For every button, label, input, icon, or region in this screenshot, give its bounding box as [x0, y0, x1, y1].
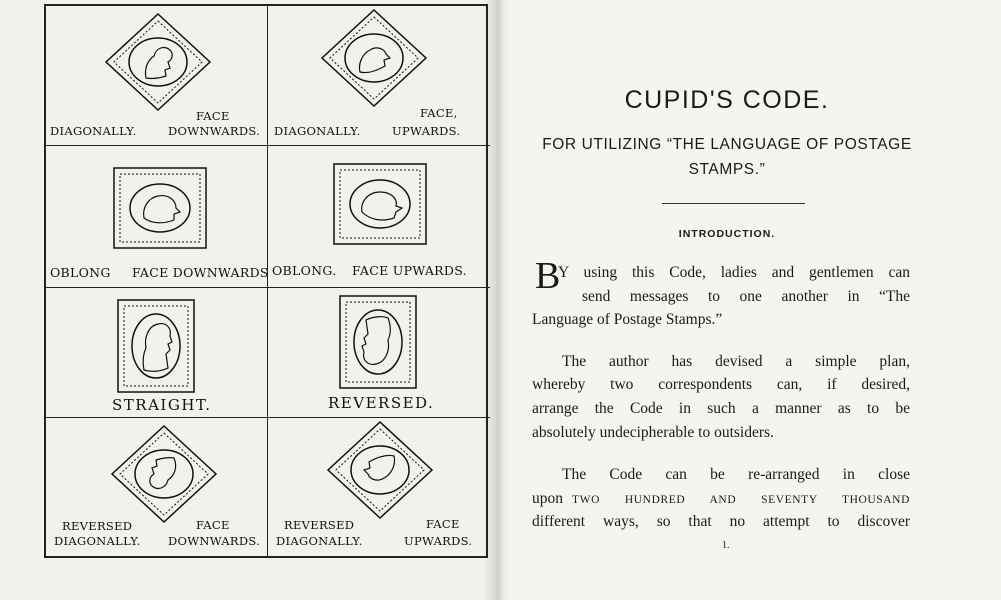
stamp-diagonal-icon: [104, 424, 224, 524]
caption-oblong: OBLONG: [50, 265, 111, 280]
stamp-cell-oblong-face-upwards: [268, 146, 490, 288]
stamp-cell-reversed-diagonal-face-upwards: [268, 418, 490, 558]
caption-face-downwards: FACE DOWNWARDS: [132, 265, 269, 280]
caption-reversed: REVERSED.: [328, 394, 435, 412]
stamp-oblong-icon: [332, 162, 428, 246]
page-subtitle: [512, 132, 942, 182]
caption-downwards: DOWNWARDS.: [168, 534, 261, 548]
paragraph-3-line-3: different ways, so that no attempt to discover: [532, 513, 910, 530]
caption-face: FACE: [196, 109, 230, 123]
caption-upwards: UPWARDS.: [404, 534, 473, 548]
paragraph-2-line-2: whereby two correspondents can, if desired,: [532, 376, 910, 393]
page-title: CUPID'S CODE.: [624, 86, 830, 114]
caption-upwards: UPWARDS.: [392, 124, 461, 138]
stamp-diagonal-icon: [98, 12, 218, 112]
caption-reversed: REVERSED: [284, 518, 355, 532]
paragraph-1-line-2: send messages to one another in “The: [582, 288, 910, 305]
page-number: 1.: [722, 540, 730, 551]
caption-face-upwards: FACE UPWARDS.: [352, 263, 467, 278]
stamp-straight-icon: [116, 298, 196, 394]
drop-cap: B: [535, 255, 561, 297]
left-page: [0, 0, 497, 600]
subtitle-line-2: STAMPS.”: [688, 161, 766, 178]
stamp-diagonal-icon: [314, 8, 434, 108]
stamp-cell-reversed-diagonal-face-downwards: [46, 418, 268, 558]
introduction-heading: INTRODUCTION.: [678, 228, 776, 240]
paragraph-2-line-4: absolutely undecipherable to outsiders.: [532, 424, 774, 441]
stamp-grid: [44, 4, 488, 558]
paragraph-3-line-1: The Code can be re-arranged in close: [562, 466, 910, 483]
stamp-diagonal-icon: [320, 420, 440, 520]
caption-oblong: OBLONG.: [272, 263, 337, 278]
stamp-cell-oblong-face-downwards: [46, 146, 268, 288]
paragraph-3-line-2-small-caps: TWO HUNDRED AND SEVENTY THOUSAND: [572, 494, 910, 506]
paragraph-2-line-3: arrange the Code in such a manner as to be: [532, 400, 910, 417]
caption-face: FACE,: [420, 106, 458, 120]
stamp-cell-diagonal-face-downwards: [46, 6, 268, 146]
stamp-cell-reversed: [268, 288, 490, 418]
caption-diagonally: DIAGONALLY.: [50, 124, 137, 138]
caption-reversed: REVERSED: [62, 519, 133, 533]
paragraph-1-line-1: Y using this Code, ladies and gentlemen can: [558, 264, 910, 281]
subtitle-line-1: FOR UTILIZING “THE LANGUAGE OF POSTAGE: [542, 136, 912, 153]
caption-straight: STRAIGHT.: [112, 396, 212, 414]
stamp-oblong-icon: [112, 166, 208, 250]
stamp-cell-straight: [46, 288, 268, 418]
paragraph-1-line-3: Language of Postage Stamps.”: [532, 311, 723, 328]
section-divider: [662, 203, 805, 204]
paragraph-3-line-2-start: upon: [532, 490, 563, 507]
caption-face: FACE: [196, 518, 230, 532]
paragraph-3-line-2: [532, 489, 910, 510]
paragraph-2-line-1: The author has devised a simple plan,: [562, 353, 910, 370]
caption-diagonally: DIAGONALLY.: [274, 124, 361, 138]
caption-diagonally: DIAGONALLY.: [54, 534, 141, 548]
caption-diagonally: DIAGONALLY.: [276, 534, 363, 548]
stamp-cell-diagonal-face-upwards: [268, 6, 490, 146]
caption-downwards: DOWNWARDS.: [168, 124, 261, 138]
stamp-reversed-icon: [338, 294, 418, 390]
caption-face: FACE: [426, 517, 460, 531]
